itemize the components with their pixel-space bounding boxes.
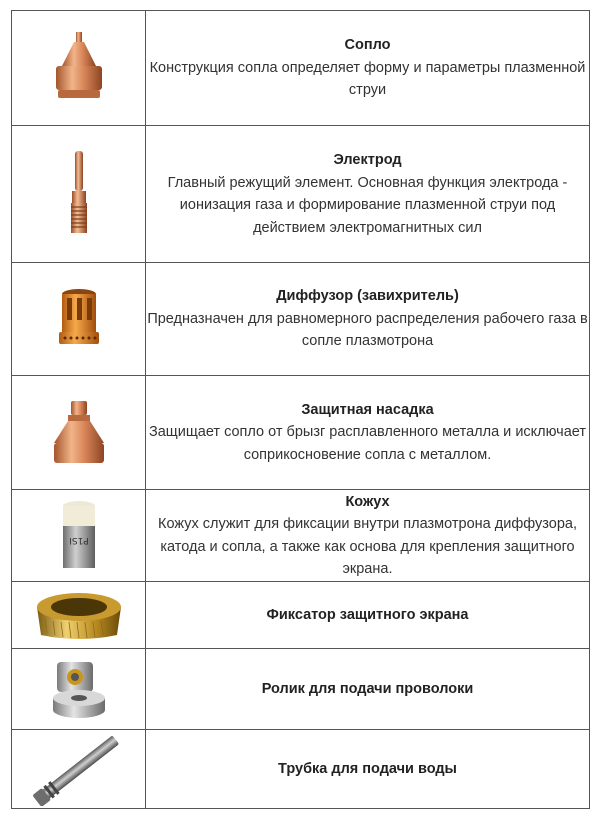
image-cell (12, 582, 146, 649)
parts-table (11, 10, 590, 809)
text-cell (146, 649, 590, 730)
table-row (12, 376, 590, 490)
housing-icon (49, 496, 109, 576)
diffuser-icon (49, 284, 109, 354)
image-cell (12, 730, 146, 809)
retaining-ring-icon (31, 585, 127, 645)
row-title: Защитная насадка (301, 401, 434, 418)
text-cell (146, 490, 590, 582)
row-description: Защищает сопло от брызг расплавленного металла и исключает соприкосновение сопла с металлом. (148, 424, 587, 463)
table-row (12, 730, 590, 809)
row-title: Диффузор (завихритель) (276, 288, 459, 305)
water-tube-icon (24, 732, 134, 806)
image-cell (12, 376, 146, 490)
row-title: Электрод (333, 152, 402, 168)
row-title: Сопло (344, 37, 391, 54)
row-title: Фиксатор защитного экрана (266, 606, 469, 623)
table-row (12, 649, 590, 730)
row-description: Конструкция сопла определяет форму и параметры плазменной струи (149, 59, 586, 99)
row-title: Ролик для подачи проволоки (261, 680, 474, 697)
nozzle-icon (44, 28, 114, 108)
image-cell (12, 263, 146, 376)
table-row (12, 11, 590, 126)
table-row (12, 263, 590, 376)
electrode-icon (59, 149, 99, 239)
row-description: Главный режущий элемент. Основная функция электрода - ионизация газа и формирование плазменной струи под действием электромагнитных сил (167, 174, 568, 236)
table-row (12, 582, 590, 649)
text-cell (146, 376, 590, 490)
row-title: Трубка для подачи воды (278, 760, 457, 777)
text-cell (146, 263, 590, 376)
text-cell (146, 11, 590, 126)
row-description: Предназначен для равномерного распределения рабочего газа в сопле плазмотрона (147, 310, 588, 350)
wire-feed-roller-icon (39, 654, 119, 724)
table-row (12, 490, 590, 582)
shield-cap-icon (44, 393, 114, 473)
image-cell (12, 11, 146, 126)
image-cell (12, 126, 146, 263)
svg-text:P1SI: P1SI (68, 534, 89, 545)
text-cell (146, 126, 590, 263)
text-cell (146, 730, 590, 809)
image-cell (12, 649, 146, 730)
table-row (12, 126, 590, 263)
image-cell (12, 490, 146, 582)
row-title: Кожух (345, 493, 390, 510)
text-cell (146, 582, 590, 649)
row-description: Кожух служит для фиксации внутри плазмотрона диффузора, катода и сопла, а также как основа для крепления защитного экрана. (158, 516, 577, 577)
